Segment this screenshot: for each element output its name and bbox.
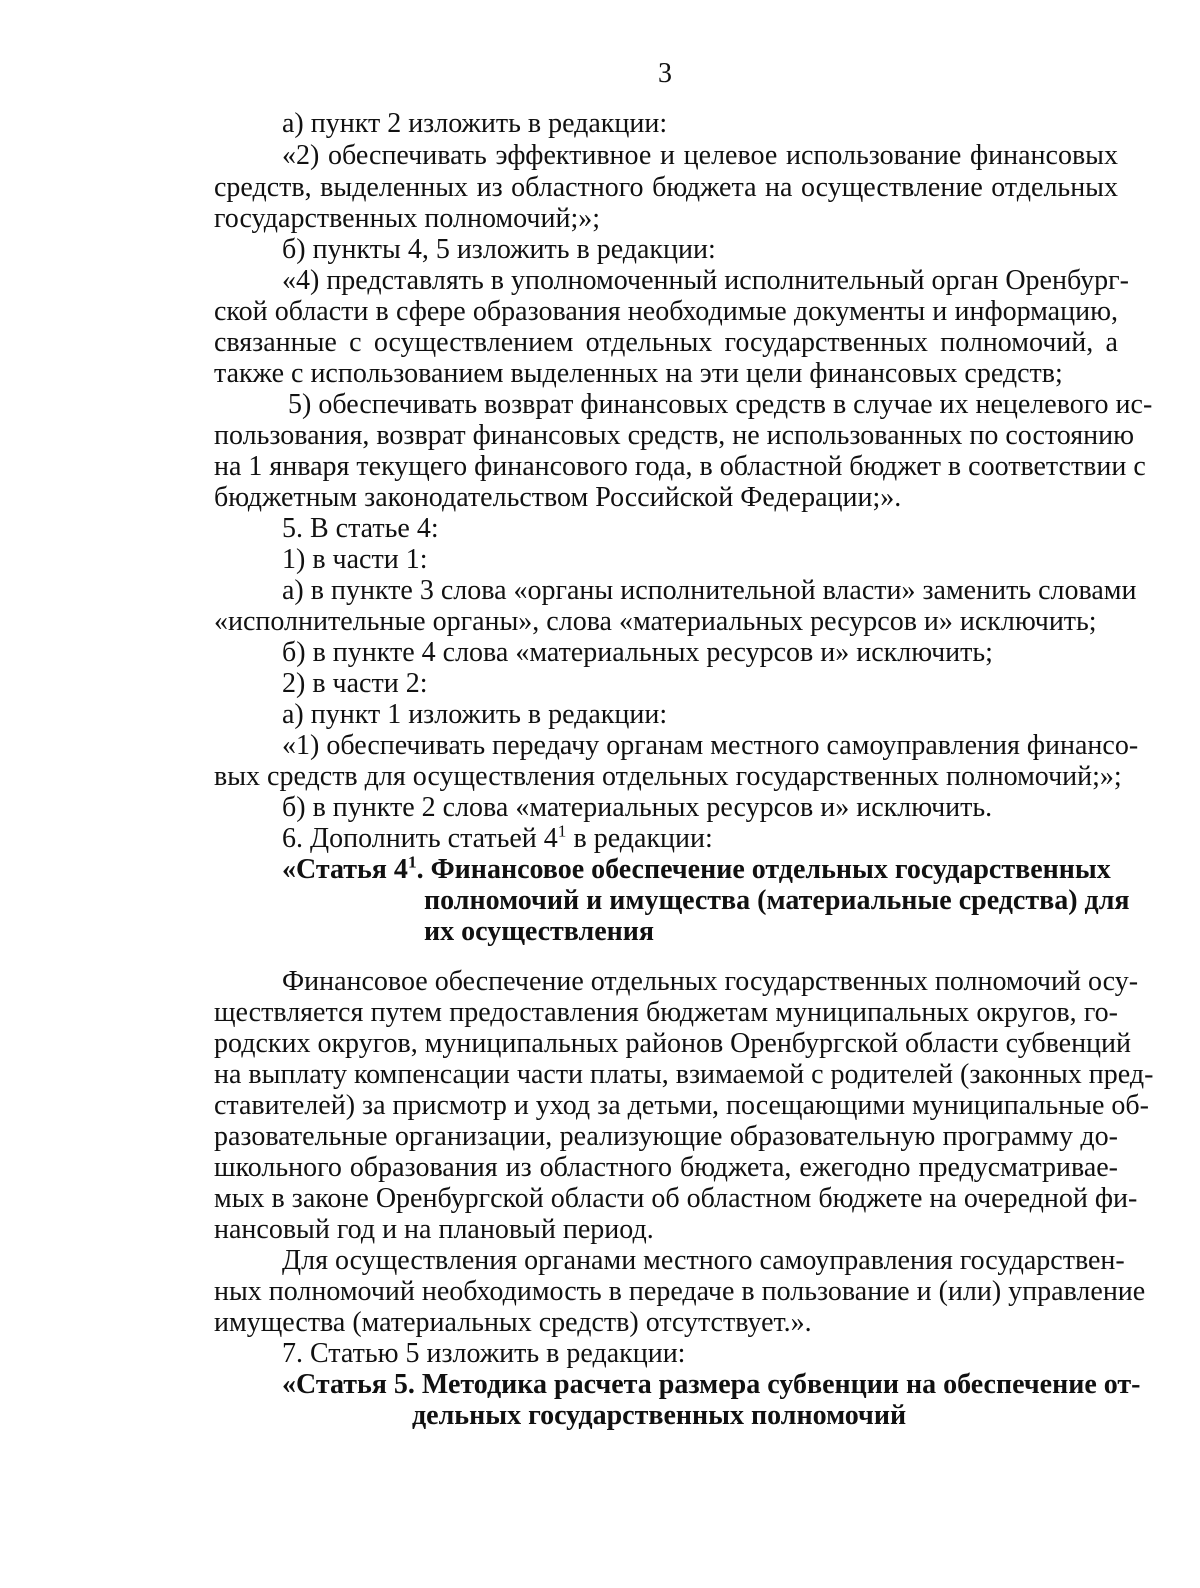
text-line: 5. В статье 4: (282, 513, 439, 544)
text-line: также с использованием выделенных на эти цели финансовых средств; (214, 358, 1063, 389)
text-line: ской области в сфере образования необходимые документы и информацию, (214, 296, 1118, 327)
text-line: разовательные организации, реализующие образовательную программу до- (214, 1121, 1118, 1152)
text-line: вых средств для осуществления отдельных государственных полномочий;»; (214, 761, 1122, 792)
text-line: ществляется путем предоставления бюджетам муниципальных округов, го- (214, 997, 1118, 1028)
text-line: «4) представлять в уполномоченный исполнительный орган Оренбург- (282, 265, 1129, 296)
text-line: средств, выделенных из областного бюджета на осуществление отдельных (214, 172, 1118, 203)
text-line: ных полномочий необходимость в передаче в пользование и (или) управление (214, 1276, 1146, 1307)
text-line: «исполнительные органы», слова «материальных ресурсов и» исключить; (214, 606, 1097, 637)
text-line: «2) обеспечивать эффективное и целевое использование финансовых (282, 140, 1118, 171)
text-line: бюджетным законодательством Российской Федерации;». (214, 482, 902, 513)
text-line: Финансовое обеспечение отдельных государственных полномочий осу- (282, 966, 1139, 997)
article-heading: «Статья 5. Методика расчета размера субвенции на обеспечение от- (282, 1369, 1141, 1400)
text-line: Для осуществления органами местного самоуправления государствен- (282, 1245, 1125, 1276)
text-line: ставителей) за присмотр и уход за детьми, посещающими муниципальные об- (214, 1090, 1149, 1121)
text-line: б) в пункте 2 слова «материальных ресурсов и» исключить. (282, 792, 993, 823)
article-heading: «Статья $4^1$. Финансовое обеспечение отдельных государственных (282, 852, 1111, 885)
text-line: пользования, возврат финансовых средств, не использованных по состоянию (214, 420, 1135, 451)
article-heading-line: полномочий и имущества (материальные средства) для (424, 885, 1130, 916)
page-number: 3 (658, 58, 672, 89)
text-line: государственных полномочий;»; (214, 203, 601, 234)
text-line: нансовый год и на плановый период. (214, 1214, 654, 1245)
text-line: связанные с осуществлением отдельных государственных полномочий, а (214, 327, 1118, 358)
text-line: 2) в части 2: (282, 668, 428, 699)
text-line: а) пункт 2 изложить в редакции: (282, 108, 668, 139)
text-line: а) пункт 1 изложить в редакции: (282, 699, 668, 730)
text-line: родских округов, муниципальных районов Оренбургской области субвенций (214, 1028, 1132, 1059)
article-heading-line: дельных государственных полномочий (412, 1400, 907, 1431)
text-line: «1) обеспечивать передачу органам местного самоуправления финансо- (282, 730, 1139, 761)
text-line: б) в пункте 4 слова «материальных ресурсов и» исключить; (282, 637, 993, 668)
article-heading-line: их осуществления (424, 916, 655, 947)
text-line: на 1 января текущего финансового года, в областной бюджет в соответствии с (214, 451, 1146, 482)
text-line: 5) обеспечивать возврат финансовых средств в случае их нецелевого ис- (288, 389, 1153, 420)
text-line: школьного образования из областного бюджета, ежегодно предусматривае- (214, 1152, 1118, 1183)
text-line: б) пункты 4, 5 изложить в редакции: (282, 234, 716, 265)
text-line: имущества (материальных средств) отсутствует.». (214, 1307, 812, 1338)
text-line: 6. Дополнить статьей $4^1$ в редакции: (282, 821, 713, 854)
text-line: а) в пункте 3 слова «органы исполнительной власти» заменить словами (282, 575, 1137, 606)
text-line: на выплату компенсации части платы, взимаемой с родителей (законных пред- (214, 1059, 1154, 1090)
text-line: 1) в части 1: (282, 544, 428, 575)
text-line: мых в законе Оренбургской области об областном бюджете на очередной фи- (214, 1183, 1138, 1214)
text-line: 7. Статью 5 изложить в редакции: (282, 1338, 686, 1369)
